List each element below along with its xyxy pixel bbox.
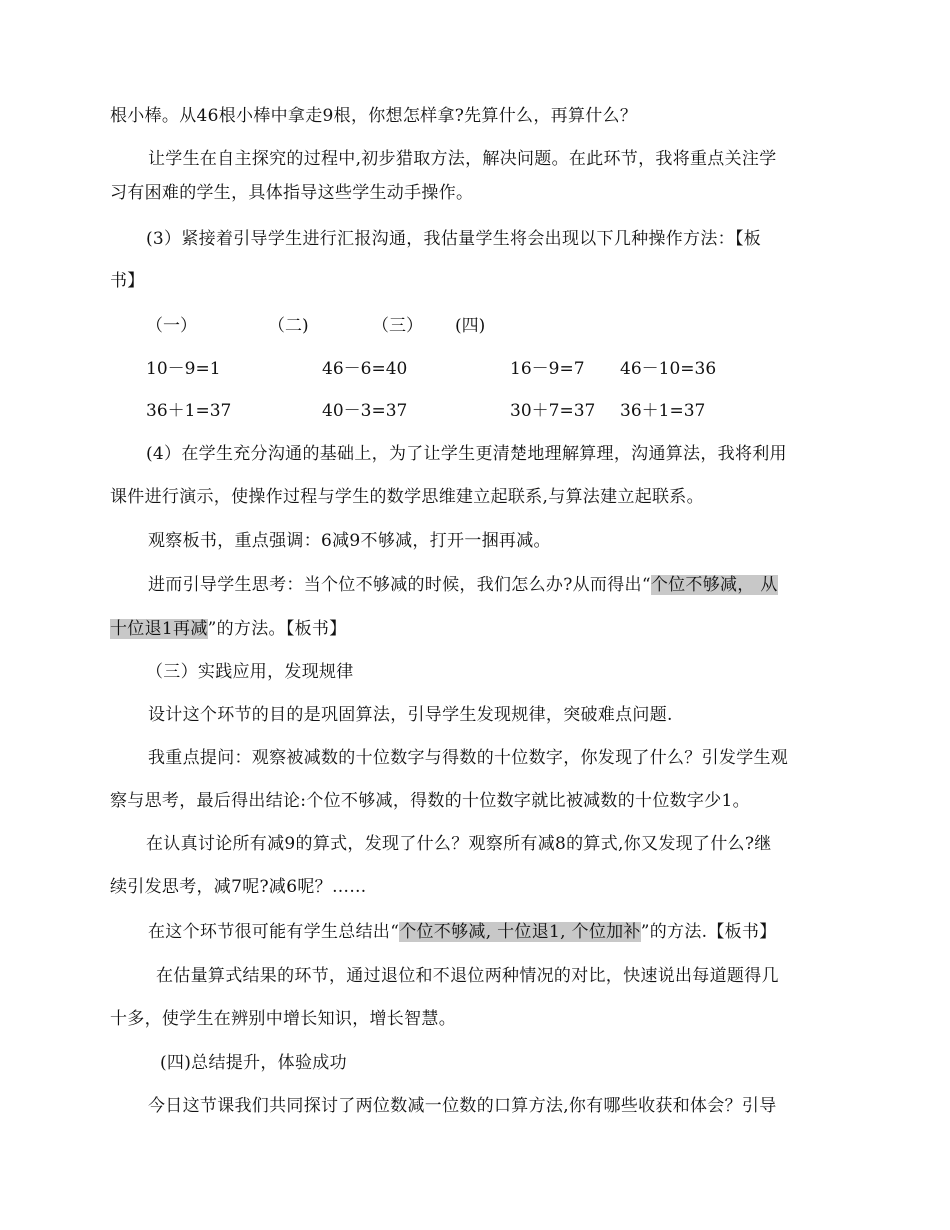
method-equation: 36＋1=37: [146, 401, 232, 421]
method-equation: 36＋1=37: [620, 401, 706, 421]
paragraph-line: 在认真讨论所有减9的算式，发现了什么？观察所有减8的算式,你又发现了什么?继: [146, 834, 772, 854]
line-text: 进而引导学生思考：当个位不够减的时候，我们怎么办?从而得出“: [148, 575, 651, 595]
paragraph-line: 让学生在自主探究的过程中,初步猎取方法，解决问题。在此环节，我将重点关注学: [148, 149, 777, 169]
highlighted-text: 十位退1再减: [110, 619, 208, 639]
paragraph-line: 书】: [110, 271, 145, 291]
highlighted-text: 个位不够减, 十位退1, 个位加补: [399, 922, 641, 942]
method-header: (四): [455, 316, 486, 336]
paragraph-line: 课件进行演示，使操作过程与学生的数学思维建立起联系,与算法建立起联系。: [110, 487, 704, 507]
line-text: 在这个环节很可能有学生总结出“: [148, 922, 400, 942]
section-heading: (四)总结提升，体验成功: [160, 1053, 347, 1073]
paragraph-line: 根小棒。从46根小棒中拿走9根，你想怎样拿?先算什么，再算什么？: [110, 106, 638, 126]
paragraph-line: 设计这个环节的目的是巩固算法，引导学生发现规律，突破难点问题.: [148, 705, 673, 725]
paragraph-line: [148, 573, 778, 597]
paragraph-line: (4）在学生充分沟通的基础上，为了让学生更清楚地理解算理，沟通算法，我将利用: [146, 444, 787, 464]
paragraph-line: 观察板书，重点强调：6减9不够减，打开一捆再减。: [148, 531, 551, 551]
highlighted-text: 个位不够减， 从: [650, 575, 778, 595]
paragraph-line: 今日这节课我们共同探讨了两位数减一位数的口算方法,你有哪些收获和体会？引导: [148, 1096, 777, 1116]
line-text: ”的方法.【板书】: [640, 922, 777, 942]
paragraph-line: 在估量算式结果的环节，通过退位和不退位两种情况的对比，快速说出每道题得几: [156, 966, 779, 986]
paragraph-line: [148, 920, 777, 944]
paragraph-line: 察与思考，最后得出结论:个位不够减，得数的十位数字就比被减数的十位数字少1。: [110, 791, 750, 811]
method-header: （二): [268, 316, 309, 336]
section-heading: （三）实践应用，发现规律: [146, 662, 354, 682]
paragraph-line: 续引发思考，减7呢?减6呢？……: [110, 877, 367, 897]
method-equation: 30＋7=37: [510, 401, 596, 421]
paragraph-line: 习有困难的学生，具体指导这些学生动手操作。: [110, 183, 474, 203]
method-equation: 46－6=40: [322, 359, 408, 379]
line-text: ”的方法。【板书】: [207, 619, 347, 639]
paragraph-line: (3）紧接着引导学生进行汇报沟通，我估量学生将会出现以下几种操作方法：【板: [146, 229, 762, 249]
method-equation: 10－9=1: [146, 359, 221, 379]
method-header: （三）: [372, 316, 423, 336]
method-equation: 16－9=7: [510, 359, 585, 379]
paragraph-line: [110, 617, 347, 641]
paragraph-line: 十多，使学生在辨别中增长知识，增长智慧。: [110, 1009, 456, 1029]
method-equation: 46－10=36: [620, 359, 717, 379]
paragraph-line: 我重点提问：观察被减数的十位数字与得数的十位数字，你发现了什么？引发学生观: [148, 748, 789, 768]
method-header: （一）: [146, 316, 197, 336]
method-equation: 40－3=37: [322, 401, 408, 421]
